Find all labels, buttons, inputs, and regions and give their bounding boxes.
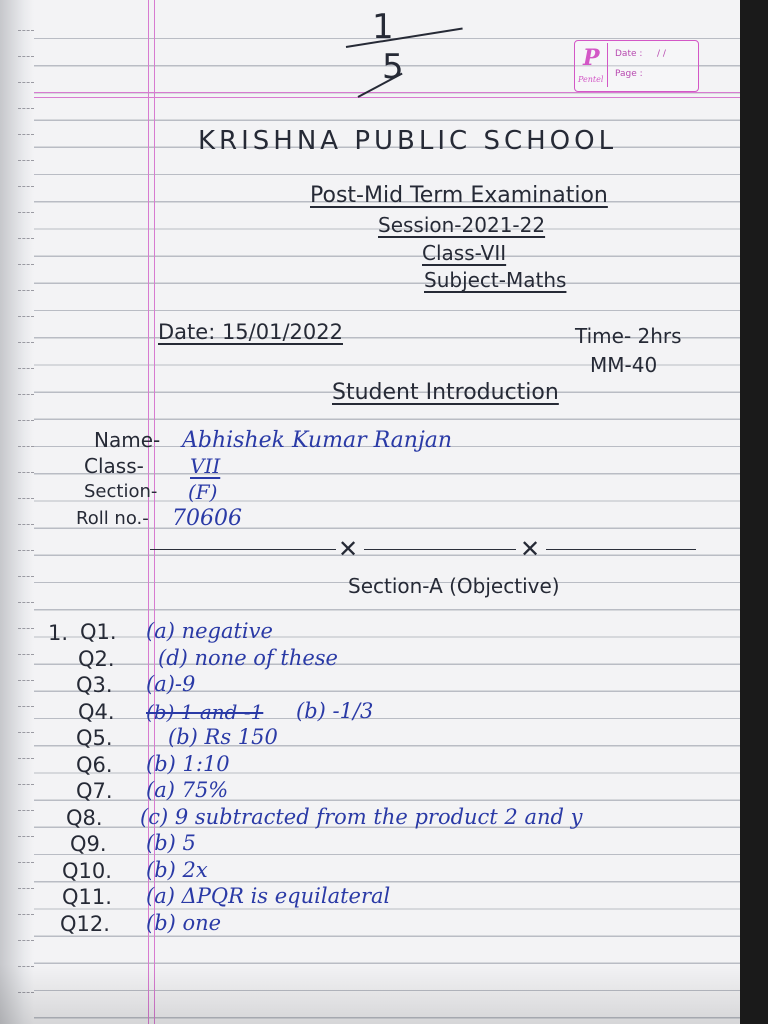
spine-dash <box>18 238 34 239</box>
spine-dash <box>18 472 34 473</box>
spine-dash <box>18 368 34 369</box>
answer-text: (a) 75% <box>146 778 229 802</box>
school-name: KRISHNA PUBLIC SCHOOL <box>198 126 618 156</box>
spine-dash <box>18 810 34 811</box>
question-number: Q1. <box>80 620 117 644</box>
answer-text: (a) ΔPQR is equilateral <box>146 884 391 908</box>
margin-line-top-1 <box>34 92 740 93</box>
exam-title: Post-Mid Term Examination <box>310 183 608 208</box>
max-marks: MM-40 <box>590 353 658 377</box>
answer-text: (b) Rs 150 <box>168 725 278 749</box>
page-field-label: Page : <box>615 69 643 79</box>
spine-dash <box>18 264 34 265</box>
answer-text: (b) one <box>146 910 222 935</box>
spine-dash <box>18 862 34 863</box>
question-number: Q7. <box>76 779 113 803</box>
answer-text: (d) none of these <box>158 645 338 670</box>
answer-text: (b) -1/3 <box>296 698 374 723</box>
exam-time: Time- 2hrs <box>575 324 682 348</box>
spine-dash <box>18 992 34 993</box>
spine-dash <box>18 758 34 759</box>
spine-dash <box>18 134 34 135</box>
question-number: Q10. <box>62 858 112 883</box>
exam-date: Date: 15/01/2022 <box>158 320 343 344</box>
separator-line-middle <box>364 549 516 550</box>
answer-text: (c) 9 subtracted from the product 2 and y <box>140 804 583 829</box>
section-number: 1. <box>48 621 69 645</box>
spine-dash <box>18 420 34 421</box>
section-a-heading: Section-A (Objective) <box>348 574 560 598</box>
spine-dash <box>18 576 34 577</box>
spine-dash <box>18 498 34 499</box>
spine-dash <box>18 888 34 889</box>
section-label: Section- <box>84 481 158 502</box>
page-fraction-numerator: 1 <box>372 7 394 47</box>
question-number: Q12. <box>60 911 110 936</box>
spine-dash <box>18 524 34 525</box>
answer-text: (b) 2x <box>146 857 208 882</box>
spine-dash <box>18 30 34 31</box>
spine-dash <box>18 290 34 291</box>
spine-dash <box>18 160 34 161</box>
question-number: Q9. <box>70 832 107 856</box>
question-number: Q4. <box>78 699 115 724</box>
notebook-spine <box>0 0 34 1024</box>
section-value: (F) <box>188 480 218 504</box>
pentel-brand-text: Pentel <box>578 75 604 84</box>
exam-subject: Subject-Maths <box>424 268 567 292</box>
spine-dash <box>18 550 34 551</box>
separator-cross-mark: ✕ <box>338 535 359 563</box>
spine-dash <box>18 966 34 967</box>
spine-dash <box>18 784 34 785</box>
question-number: Q11. <box>62 885 112 909</box>
spine-dash <box>18 732 34 733</box>
spine-dash <box>18 680 34 681</box>
date-field-label: Date : <box>615 49 643 59</box>
spine-dash <box>18 602 34 603</box>
spine-dash <box>18 56 34 57</box>
question-number: Q3. <box>76 673 113 697</box>
pentel-logo <box>577 43 608 87</box>
separator-line-right <box>546 549 696 550</box>
margin-line-top-2 <box>34 97 740 98</box>
name-label: Name- <box>94 428 161 452</box>
pentel-logo-mark: P <box>583 45 600 71</box>
spine-dash <box>18 342 34 343</box>
question-number: Q2. <box>78 646 115 671</box>
exam-session: Session-2021-22 <box>378 213 546 237</box>
class-value: VII <box>190 454 221 478</box>
spine-dash <box>18 316 34 317</box>
answer-text: (a)-9 <box>146 672 196 696</box>
spine-dash <box>18 446 34 447</box>
spine-dash <box>18 940 34 941</box>
spine-dash <box>18 706 34 707</box>
date-field-value: / / <box>657 49 666 59</box>
spine-dash <box>18 186 34 187</box>
spine-dash <box>18 654 34 655</box>
exam-class: Class-VII <box>422 241 507 265</box>
question-number: Q6. <box>76 752 113 777</box>
separator-line-left <box>150 549 336 550</box>
spine-dash <box>18 914 34 915</box>
page-fraction-denominator: 5 <box>382 47 404 87</box>
class-label: Class- <box>84 454 144 478</box>
roll-label: Roll no.- <box>76 508 149 529</box>
answer-text: (a) negative <box>146 619 273 643</box>
struck-answer: (b) 1 and -1 <box>146 699 264 724</box>
answer-text: (b) 5 <box>146 831 196 855</box>
separator-cross-mark: ✕ <box>520 535 541 563</box>
question-number: Q5. <box>76 726 113 750</box>
spine-dash <box>18 394 34 395</box>
spine-dash <box>18 836 34 837</box>
spine-dash <box>18 212 34 213</box>
student-intro-heading: Student Introduction <box>332 380 559 405</box>
spine-dash <box>18 628 34 629</box>
question-number: Q8. <box>66 805 103 830</box>
spine-dash <box>18 82 34 83</box>
stationery-date-page-box <box>574 40 699 92</box>
name-value: Abhishek Kumar Ranjan <box>182 428 453 453</box>
answer-text: (b) 1:10 <box>146 751 230 776</box>
spine-dash <box>18 108 34 109</box>
page-fraction-bar <box>346 28 463 48</box>
roll-value: 70606 <box>172 506 242 531</box>
